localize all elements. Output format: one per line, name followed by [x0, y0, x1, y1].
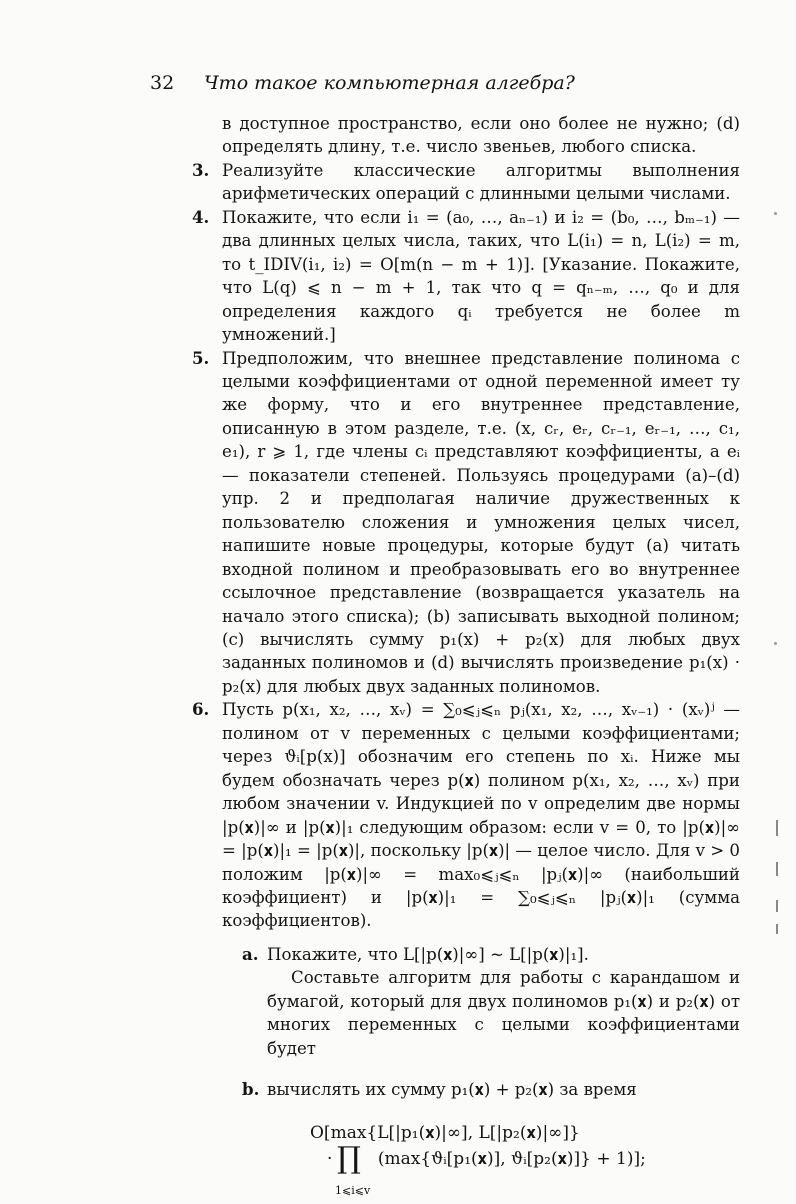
scan-artifact [776, 924, 778, 934]
exercise-text-3: Реализуйте классические алгоритмы выполнения арифметических операций с длинными целыми числами. [222, 160, 740, 204]
exercise-number: 4. [192, 206, 210, 227]
exercise-3 [192, 159, 740, 206]
formula-line-2-rest: (max{ϑᵢ[p₁(𝐱)], ϑᵢ[p₂(𝐱)]} + 1)]; [377, 1148, 646, 1169]
subexercise-a-text: Покажите, что L[|p(𝐱)|∞] ~ L[|p(𝐱)|₁]. [267, 944, 589, 964]
exercise-number: 3. [192, 159, 210, 180]
scan-artifact [776, 820, 778, 836]
exercise-number: 6. [192, 699, 210, 720]
running-title: Что такое компьютерная алгебра? [204, 72, 575, 94]
exercise-4 [192, 206, 740, 347]
intro-paragraph: в доступное пространство, если оно более не нужно; (d) определять длину, т.е. число звеньев, любого списка. [222, 114, 740, 157]
subexercise-b-text: вычислять их сумму p₁(𝐱) + p₂(𝐱) за время [267, 1080, 637, 1100]
scan-artifact [776, 862, 778, 876]
product-symbol: ∏ [337, 1140, 361, 1176]
formula-line-1: O[max{L[|p₁(𝐱)|∞], L[|p₂(𝐱)|∞]} [310, 1122, 580, 1143]
product-limit: 1⩽i⩽v [335, 1183, 371, 1197]
subexercise-a [192, 943, 740, 966]
formula-line-2 [192, 1140, 740, 1197]
scan-artifact [774, 212, 777, 215]
scan-artifact [774, 642, 777, 645]
exercise-6 [192, 698, 740, 933]
page-header [150, 72, 750, 98]
subexercise-a-paragraph: Составьте алгоритм для работы с карандашом и бумагой, который для двух полиномов p₁(𝐱) и p₂(𝐱) от многих переменных с целыми коэффициентами будет [267, 968, 740, 1058]
multiplication-dot: · [327, 1148, 333, 1169]
exercise-text-5: Предположим, что внешнее представление полинома с целыми коэффициентами от одной переменной имеет ту же форму, что и его внутреннее представление, описанную в этом разделе, т.е. (x, cᵣ, eᵣ, cᵣ₋₁, eᵣ₋₁, …, c₁, e₁), r ⩾ 1, где члены cᵢ представляют коэффициенты, а eᵢ — показатели степеней. Пользуясь процедурами (a)–(d) упр. 2 и предполагая наличие дружественных к пользователю сложения и умножения целых чисел, напишите новые процедуры, которые будут (a) читать входной полином и преобразовывать его во внутреннее ссылочное представление (возвращается указатель на начало этого списка); (b) записывать выходной полином; (c) вычислять сумму p₁(x) + p₂(x) для любых двух заданных полиномов и (d) вычислять произведение p₁(x) · p₂(x) для любых двух заданных полиномов. [222, 348, 740, 696]
exercise-number: 5. [192, 347, 210, 368]
exercise-text [192, 112, 740, 1197]
exercise-5 [192, 347, 740, 699]
scan-artifact [776, 900, 778, 912]
subexercise-letter: a. [242, 943, 259, 964]
subexercise-b [192, 1078, 740, 1101]
subexercise-letter: b. [242, 1079, 260, 1100]
exercise-text-4: Покажите, что если i₁ = (a₀, …, aₙ₋₁) и i₂ = (b₀, …, bₘ₋₁) — два длинных целых числа, таких, что L(i₁) = n, L(i₂) = m, то t_IDIV(i₁, i₂) = O[m(n − m + 1)]. [Указание. Покажите, что L(q) ⩽ n − m + 1, так что q = qₙ₋ₘ, …, q₀ и для определения каждого qᵢ требуется не более m умножений.] [222, 207, 740, 345]
page-number: 32 [150, 72, 175, 94]
exercise-text-6: Пусть p(x₁, x₂, …, xᵥ) = ∑₀⩽ⱼ⩽ₙ pⱼ(x₁, x₂, …, xᵥ₋₁) · (xᵥ)ʲ — полином от v переменных с целыми коэффициентами; через ϑᵢ[p(x)] обозначим его степень по xᵢ. Ниже мы будем обозначать через p(𝐱) полином p(x₁, x₂, …, xᵥ) при любом значении v. Индукцией по v определим две нормы |p(𝐱)|∞ и |p(𝐱)|₁ следующим образом: если v = 0, то |p(𝐱)|∞ = |p(𝐱)|₁ = |p(𝐱)|, поскольку |p(𝐱)| — целое число. Для v > 0 положим |p(𝐱)|∞ = max₀⩽ⱼ⩽ₙ |pⱼ(𝐱)|∞ (наибольший коэффициент) и |p(𝐱)|₁ = ∑₀⩽ⱼ⩽ₙ |pⱼ(𝐱)|₁ (сумма коэффициентов). [222, 700, 740, 931]
